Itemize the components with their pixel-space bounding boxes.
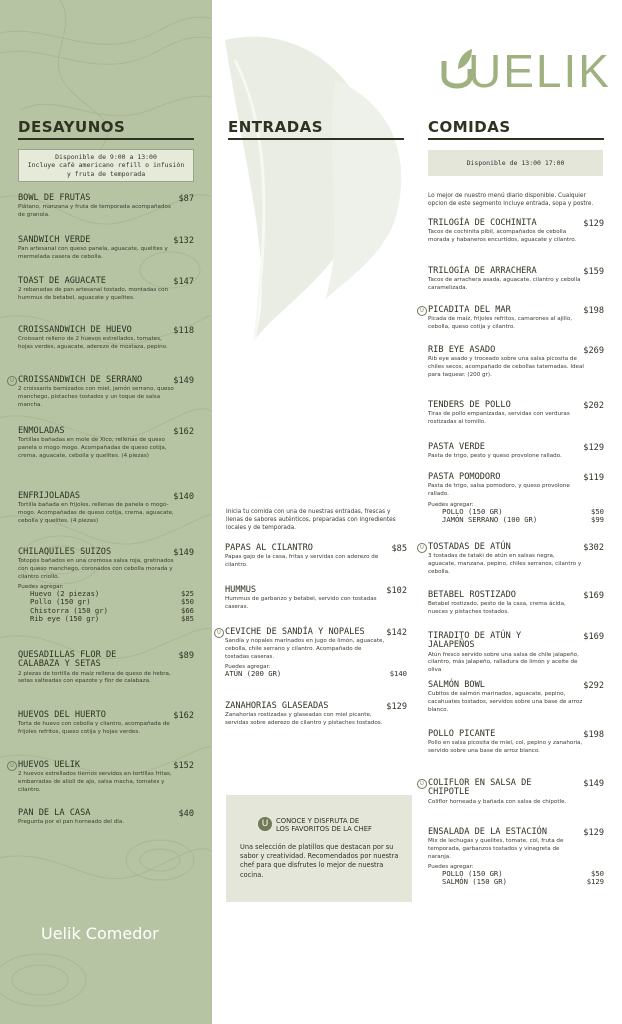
item-description: 3 tostadas de tataki de atún en salsas negra, aguacate, manzana, pepino, chiles serranos, cilantro y cebolla. (428, 553, 582, 575)
item-price: $142 (386, 628, 407, 638)
item-price: $85 (391, 544, 407, 554)
menu-item (420, 778, 604, 806)
item-name: CHILAQUILES SUIZOS (18, 547, 112, 557)
item-description: Pasta de trigo, salsa pomodoro, y queso provolone rallado. (428, 483, 570, 497)
extra-name: Chistorra (150 gr) (30, 605, 108, 615)
item-description: Mix de lechugas y quelites, tomate, col, fruta de temporada, garbanzos tostados y vinagreta de naranja. (428, 838, 564, 860)
item-price: $149 (173, 376, 194, 386)
extra-price: $25 (181, 589, 194, 599)
item-description: Tortillas bañadas en mole de Xico, rellenas de queso panela o mogo mogo. Acompañadas de queso cotija, crema, aguacate, cebolla y quelites. (4 piezas) (18, 437, 167, 459)
menu-item (10, 760, 194, 794)
item-name: QUESADILLAS FLOR DE CALABAZA Y SETAS (18, 650, 117, 670)
item-price: $118 (173, 326, 194, 336)
menu-item (428, 346, 604, 379)
menu-item (225, 586, 407, 612)
menu-item (10, 375, 194, 409)
item-description: Rib eye asado y troceado sobre una salsa picosita de chiles secos, acompañado de cebollas tatemadas. Ideal para taquear. (200 gr). (428, 356, 584, 378)
menu-item (428, 267, 604, 293)
extra-row (18, 615, 194, 623)
item-name: RIB EYE ASADO (428, 345, 496, 355)
item-description: 2 croissants barnizados con miel, jamón serrano, queso manchego, pistaches tostados y un toque de salsa mancha. (18, 386, 174, 408)
item-name: CROISSANDWICH DE HUEVO (18, 325, 132, 335)
item-price: $129 (583, 219, 604, 229)
item-name: PASTA POMODORO (428, 472, 501, 482)
item-name: CEVICHE DE SANDÍA Y NOPALES (225, 627, 365, 637)
comidas-availability (428, 150, 603, 176)
item-price: $269 (583, 346, 604, 356)
item-name: ENMOLADAS (18, 426, 65, 436)
item-price: $198 (583, 730, 604, 740)
menu-item (18, 651, 194, 686)
menu-item (428, 591, 604, 617)
item-price: $159 (583, 267, 604, 277)
item-name: ENFRIJOLADAS (18, 491, 81, 501)
item-description: Torta de huevo con cebolla y cilantro, acompañada de frijoles refritos, queso cotija y hojas verdes. (18, 721, 170, 735)
item-description: Sandía y nopales marinados en jugo de limón, aguacate, cebolla, chile serrano y cilantro. Acompañado de tostadas caseras. (225, 638, 385, 660)
item-description: Tiras de pollo empanizadas, servidas con verduras rostizadas al tomillo. (428, 411, 570, 425)
extras-label: Puedes agregar: (428, 864, 474, 871)
extra-name: POLLO (150 GR) (442, 869, 503, 879)
desayunos-availability: Disponible de 9:00 a 13:00 Incluye café americano refill o infusión y fruta de temporada (18, 149, 194, 182)
item-name: PAPAS AL CILANTRO (225, 543, 313, 553)
item-description: Zanahorias rostizadas y glaseadas con miel picante, servidas sobre aderezo de cilantro y pistaches tostados. (225, 712, 383, 726)
extra-price: $66 (181, 605, 194, 615)
menu-item (420, 542, 604, 576)
extra-row (428, 516, 604, 524)
item-description: Tacos de arrachera asada, aguacate, cilantro y cebolla caramelizada. (428, 277, 581, 291)
item-name: BETABEL ROSTIZADO (428, 590, 516, 600)
comidas-rule (428, 138, 604, 140)
item-name: ZANAHORIAS GLASEADAS (225, 701, 329, 711)
chef-favorite-icon: U (7, 761, 17, 771)
entradas-title: ENTRADAS (228, 118, 324, 136)
item-description: Croissant relleno de 2 huevos estrellados, tomates, hojas verdes, aguacate, aderezo de mostaza, pepino. (18, 336, 168, 350)
item-name: TOAST DE AGUACATE (18, 276, 106, 286)
item-name: COLIFLOR EN SALSA DE CHIPOTLE (428, 778, 532, 798)
item-price: $147 (173, 277, 194, 287)
menu-item (428, 219, 604, 245)
menu-item (225, 544, 407, 570)
brand-logo (440, 44, 611, 98)
item-price: $149 (583, 779, 604, 789)
item-name: HUEVOS DEL HUERTO (18, 710, 106, 720)
menu-item (428, 828, 604, 887)
chef-description: Una selección de platillos que destacan por su sabor y creatividad. Recomendados por nuestra chef para que disfrutes lo mejor de nuestra cocina. (240, 843, 399, 879)
menu-item (428, 681, 604, 714)
menu-item (420, 305, 604, 332)
extra-name: JAMÓN SERRANO (100 GR) (442, 514, 538, 524)
item-name: HUMMUS (225, 585, 257, 595)
desayunos-title: DESAYUNOS (18, 118, 126, 136)
item-price: $149 (173, 548, 194, 558)
item-description: Pollo en salsa picosita de miel, col, pepino y zanahoria, servido sobre una base de arroz blanco. (428, 740, 583, 754)
item-description: 2 piezas de tortilla de maíz rellena de queso de hebra, setas salteadas con epazote y flor de calabaza. (18, 670, 171, 685)
extra-name: POLLO (150 GR) (442, 506, 503, 516)
menu-item (18, 427, 194, 460)
entradas-rule (228, 138, 404, 140)
desayunos-rule (18, 138, 194, 140)
extra-name: Rib eye (150 gr) (30, 613, 100, 623)
menu-item (18, 711, 194, 737)
extra-row (225, 670, 407, 678)
extras-label: Puedes agregar: (225, 664, 271, 671)
item-description: Totopos bañados en una cremosa salsa roja, gratinados con queso manchego, coronados con cebolla morada y cilantro criollo. (18, 558, 174, 580)
menu-item (428, 730, 604, 756)
menu-item (428, 473, 604, 524)
extra-name: Pollo (150 gr) (30, 597, 91, 607)
item-price: $102 (386, 586, 407, 596)
item-price: $169 (583, 632, 604, 642)
menu-item (225, 702, 407, 728)
menu-item (428, 443, 604, 461)
item-description: 2 huevos estrellados tiernos servidos en tortillas fritas, embarradas de aliolí de ajo, salsa macha, tomates y cilantro. (18, 771, 172, 793)
item-name: HUEVOS UELIK (18, 760, 81, 770)
extra-row (428, 878, 604, 886)
item-name: PAN DE LA CASA (18, 808, 91, 818)
item-price: $302 (583, 543, 604, 553)
chef-favorite-icon: U (7, 376, 17, 386)
item-description: Cubitos de salmón marinados, aguacate, pepino, cacahuates tostados, servidos sobre una base de arroz blanco. (428, 691, 583, 713)
item-price: $162 (173, 427, 194, 437)
menu-item (18, 236, 194, 262)
item-price: $129 (583, 443, 604, 453)
brand-name: UELIK (468, 45, 611, 97)
item-price: $162 (173, 711, 194, 721)
item-price: $129 (386, 702, 407, 712)
item-description: Plátano, manzana y fruta de temporada acompañados de granola. (18, 204, 171, 218)
comidas-availability-text: Disponible de 13:00 17:00 (466, 158, 565, 167)
extra-price: $129 (586, 877, 604, 887)
item-price: $132 (173, 236, 194, 246)
chef-badge-icon: U (258, 817, 272, 831)
item-name: TRILOGÍA DE ARRACHERA (428, 266, 537, 276)
item-name: CROISSANDWICH DE SERRANO (18, 375, 143, 385)
extra-price: $50 (181, 597, 194, 607)
extras-label: Puedes agregar: (428, 501, 474, 508)
menu-item (18, 326, 194, 352)
item-name: PICADITA DEL MAR (428, 305, 511, 315)
item-description: Atún fresco servido sobre una salsa de chile jalapeño, cilantro, más jalapeño, ralladura de limón y aceite de oliva (428, 651, 579, 673)
menu-item (428, 401, 604, 427)
item-price: $119 (583, 473, 604, 483)
item-name: PASTA VERDE (428, 442, 485, 452)
entradas-intro: Inicia tu comida con una de nuestras entradas, frescas y llenas de sabores auténticos, preparadas con ingredientes locales y de temporada. (226, 509, 396, 532)
item-name: ENSALADA DE LA ESTACIÓN (428, 827, 547, 837)
item-description: Betabel rostizado, pesto de la casa, crema ácida, nueces y pistaches tostados. (428, 601, 566, 615)
item-description: Coliflor horneada y bañada con salsa de chipotle. (428, 798, 567, 805)
menu-item (18, 194, 194, 220)
chef-favorite-icon: U (417, 779, 427, 789)
item-price: $89 (178, 651, 194, 661)
menu-item (18, 548, 194, 623)
item-price: $87 (178, 194, 194, 204)
leaf-watermark (215, 20, 415, 350)
menu-item (217, 627, 407, 679)
extra-price: $99 (591, 514, 604, 524)
item-description: Tacos de cochinita pibil, acompañados de cebolla morada y habaneros encurtidos, aguacate y cilantro. (428, 229, 577, 243)
chef-favorite-icon: U (417, 543, 427, 553)
extras-label: Puedes agregar: (18, 584, 64, 591)
item-price: $129 (583, 828, 604, 838)
item-name: TOSTADAS DE ATÚN (428, 542, 511, 552)
item-name: SANDWICH VERDE (18, 235, 91, 245)
item-description: Pregunta por el pan horneado del día. (18, 819, 125, 826)
item-name: TENDERS DE POLLO (428, 400, 511, 410)
chef-favorites-box (226, 795, 412, 902)
item-price: $198 (583, 306, 604, 316)
item-name: SALMÓN BOWL (428, 680, 485, 690)
extra-name: Huevo (2 piezas) (30, 589, 100, 599)
extra-price: $50 (591, 869, 604, 879)
footer-brand: Uelik Comedor (41, 924, 159, 943)
menu-item (18, 277, 194, 303)
menu-item (428, 632, 604, 675)
item-description: Papas gajo de la casa, fritas y servidas con aderezo de cilantro. (225, 554, 379, 568)
item-price: $152 (173, 761, 194, 771)
item-name: TIRADITO DE ATÚN Y JALAPEÑOS (428, 631, 522, 651)
item-description: 2 rebanadas de pan artesanal tostado, montadas con hummus de betabel, aguacate y quelites. (18, 287, 169, 301)
menu-item (18, 809, 194, 827)
extra-name: ATÚN (200 GR) (225, 669, 282, 679)
chef-favorite-icon: U (214, 628, 224, 638)
item-description: Hummus de garbanzo y betabel, servido con tostadas caseras. (225, 596, 377, 610)
item-name: TRILOGÍA DE COCHINITA (428, 218, 537, 228)
chef-favorite-icon: U (417, 306, 427, 316)
item-price: $292 (583, 681, 604, 691)
extra-price: $85 (181, 613, 194, 623)
item-description: Pasta de trigo, pesto y queso provolone rallado. (428, 453, 562, 460)
item-name: POLLO PICANTE (428, 729, 496, 739)
item-price: $202 (583, 401, 604, 411)
item-price: $40 (178, 809, 194, 819)
item-price: $140 (173, 492, 194, 502)
menu-item (18, 492, 194, 525)
item-description: Picada de maíz, frijoles refritos, camarones al ajillo, cebolla, queso cotija y cilantro. (428, 316, 573, 330)
item-price: $169 (583, 591, 604, 601)
extra-price: $140 (389, 669, 407, 679)
extra-name: SALMÓN (150 GR) (442, 877, 507, 887)
chef-title: CONOCE Y DISFRUTA DE LOS FAVORITOS DE LA CHEF (276, 817, 372, 834)
item-name: BOWL DE FRUTAS (18, 193, 91, 203)
extra-price: $50 (591, 506, 604, 516)
item-description: Pan artesanal con queso panela, aguacate, quelites y mermelada casera de cebolla. (18, 246, 168, 260)
comidas-title: COMIDAS (428, 118, 511, 136)
item-description: Tortilla bañada en frijoles, rellenas de panela o mogo-mogo. Acompañadas de queso cotija, crema, aguacate, cebolla y quelites. (4 piezas) (18, 502, 174, 524)
comidas-intro: Lo mejor de nuestro menú diario disponible. Cualquier opcion de este segmento incluye entrada, sopa y postre. (428, 193, 594, 208)
